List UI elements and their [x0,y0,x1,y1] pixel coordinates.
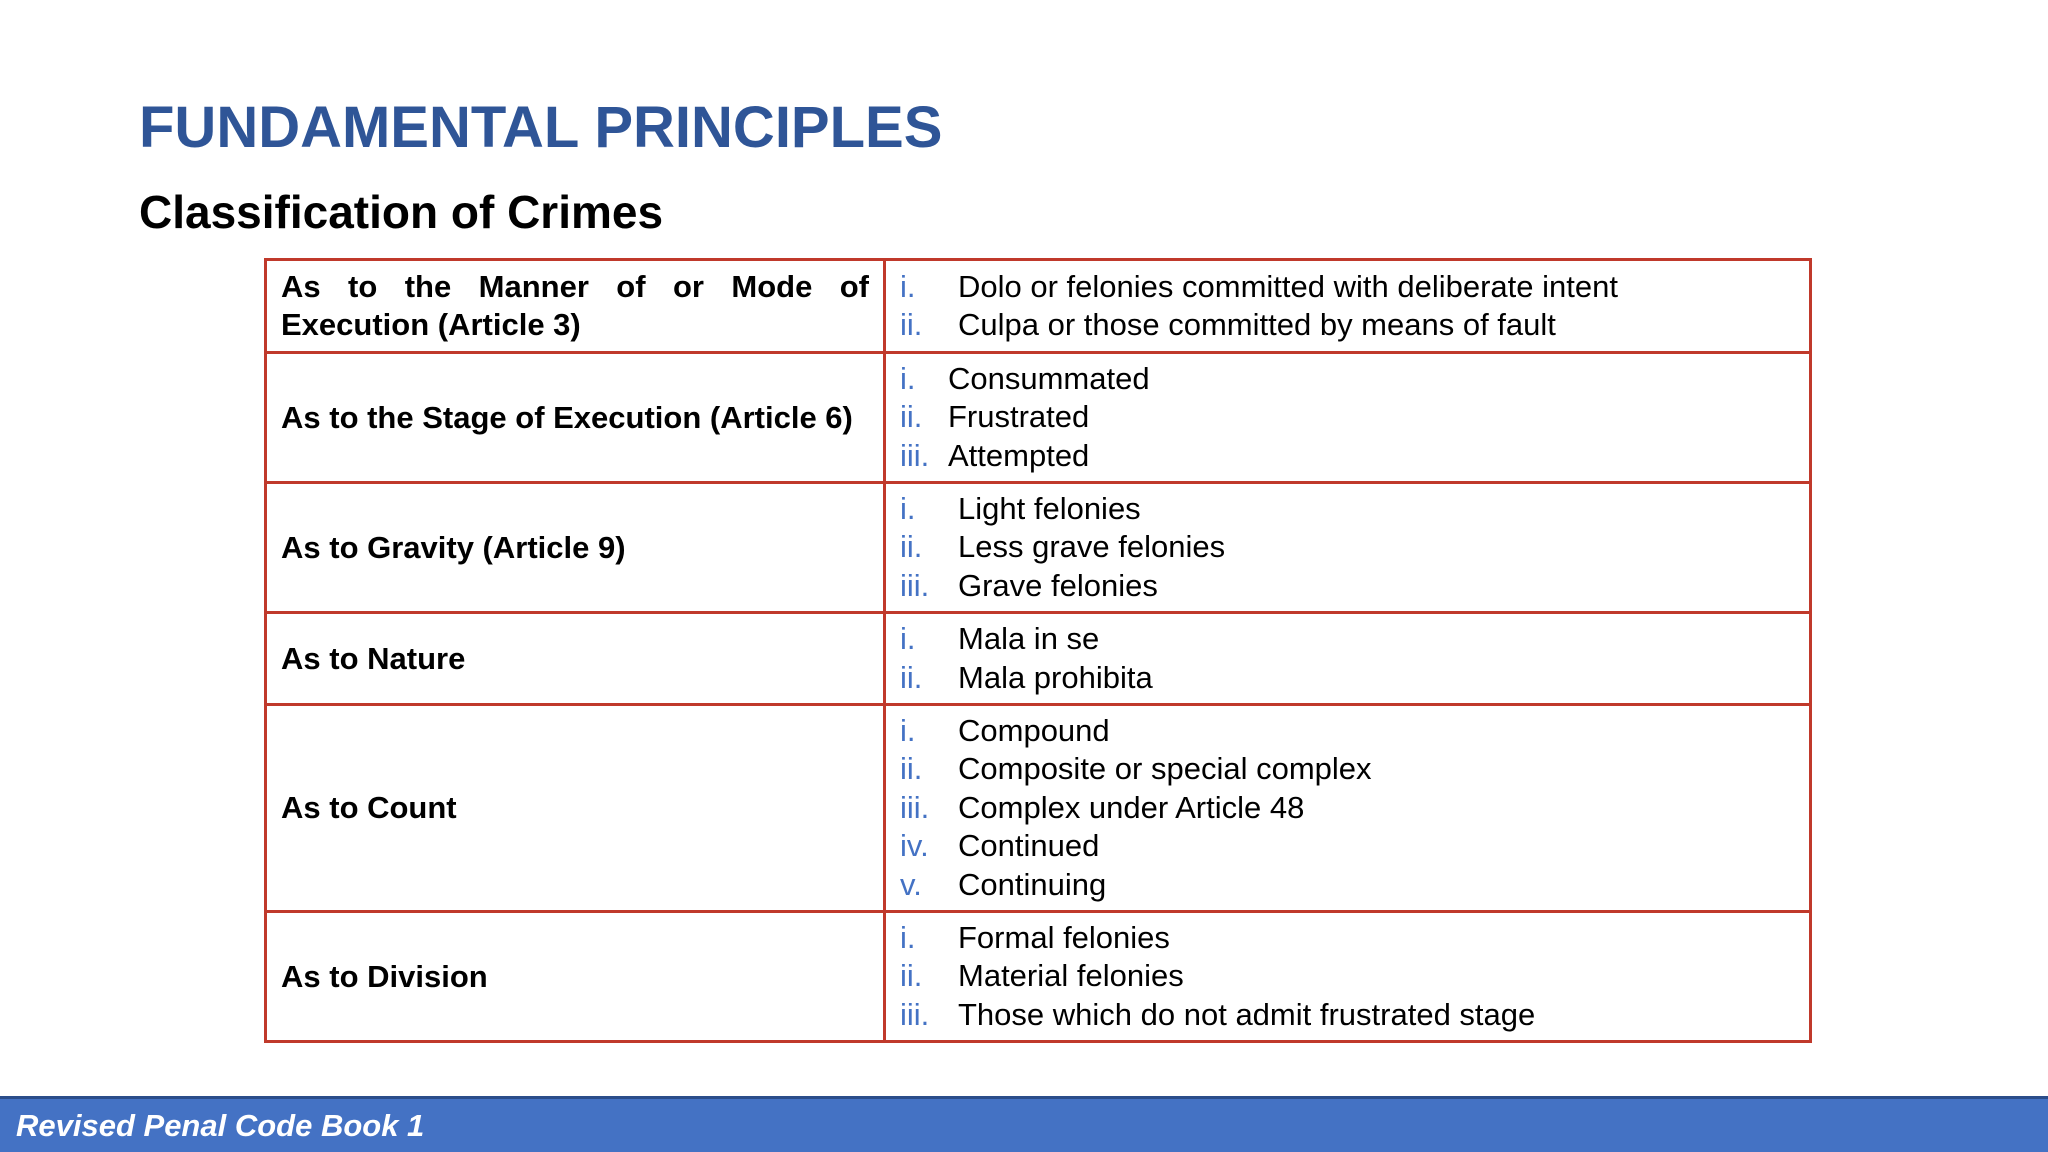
list-item [900,957,1795,996]
items-cell [885,613,1811,705]
list-item-text: Compound [958,712,1110,748]
slide-subtitle: Classification of Crimes [139,186,664,238]
list-item [900,712,1795,751]
list-item-numeral: v. [900,866,922,902]
list-item [900,659,1795,698]
list-item-text: Light felonies [958,490,1141,526]
items-cell [885,483,1811,613]
slide-title: FUNDAMENTAL PRINCIPLES [139,95,943,160]
list-item [900,789,1795,828]
list-item [900,996,1795,1035]
list-item [900,750,1795,789]
list-item [900,620,1795,659]
item-list [900,268,1795,345]
table-row [266,705,1811,912]
list-item-text: Continued [958,828,1100,864]
list-item [900,490,1795,529]
item-list [900,919,1795,1035]
list-item-numeral: iii. [900,437,930,473]
list-item-numeral: ii. [900,659,923,695]
list-item-text: Material felonies [958,958,1184,994]
table-row [266,912,1811,1042]
list-item [900,827,1795,866]
list-item-numeral: i. [900,919,916,955]
list-item-text: Grave felonies [958,567,1158,603]
items-cell [885,260,1811,353]
list-item-numeral: ii. [900,958,923,994]
list-item-numeral: iii. [900,996,930,1032]
list-item [900,437,1795,476]
list-item [900,360,1795,399]
list-item-text: Continuing [958,866,1107,902]
list-item [900,268,1795,307]
table-row [266,613,1811,705]
list-item-numeral: i. [900,360,916,396]
list-item [900,306,1795,345]
list-item-numeral: iv. [900,828,929,864]
classification-table-body [266,260,1811,1042]
category-cell: As to Count [266,705,885,912]
list-item-numeral: ii. [900,529,923,565]
list-item-text: Formal felonies [958,919,1170,955]
items-cell [885,353,1811,483]
category-cell: As to Gravity (Article 9) [266,483,885,613]
table-row [266,353,1811,483]
list-item-text: Mala in se [958,621,1100,656]
list-item-text: Attempted [948,437,1090,473]
list-item-text: Less grave felonies [958,529,1226,565]
table-row [266,483,1811,613]
list-item-text: Culpa or those committed by means of fault [958,307,1556,342]
list-item-numeral: ii. [900,307,923,342]
category-cell: As to Nature [266,613,885,705]
list-item [900,567,1795,606]
footer-bar [0,1096,2048,1152]
list-item [900,398,1795,437]
list-item-text: Consummated [948,360,1150,396]
list-item [900,919,1795,958]
classification-table [264,258,1812,1043]
item-list [900,490,1795,606]
list-item-numeral: i. [900,621,916,656]
list-item-numeral: i. [900,490,916,526]
list-item-text: Those which do not admit frustrated stage [958,996,1536,1032]
list-item-numeral: iii. [900,789,930,825]
table-row [266,260,1811,353]
list-item-numeral: i. [900,712,916,748]
items-cell [885,705,1811,912]
list-item-numeral: ii. [900,751,923,787]
category-cell: As to the Stage of Execution (Article 6) [266,353,885,483]
list-item [900,866,1795,905]
list-item-text: Mala prohibita [958,659,1153,695]
list-item-text: Dolo or felonies committed with deliberate intent [958,268,1618,304]
item-list [900,712,1795,905]
item-list [900,620,1795,697]
footer-text: Revised Penal Code Book 1 [16,1108,425,1143]
list-item-numeral: ii. [900,399,923,435]
list-item [900,528,1795,567]
list-item-text: Composite or special complex [958,751,1372,787]
item-list [900,360,1795,476]
list-item-numeral: i. [900,268,916,304]
list-item-text: Frustrated [948,399,1090,435]
list-item-text: Complex under Article 48 [958,789,1305,825]
category-cell: As to the Manner of or Mode of Execution (Article 3) [266,260,885,353]
category-cell: As to Division [266,912,885,1042]
items-cell [885,912,1811,1042]
list-item-numeral: iii. [900,567,930,603]
